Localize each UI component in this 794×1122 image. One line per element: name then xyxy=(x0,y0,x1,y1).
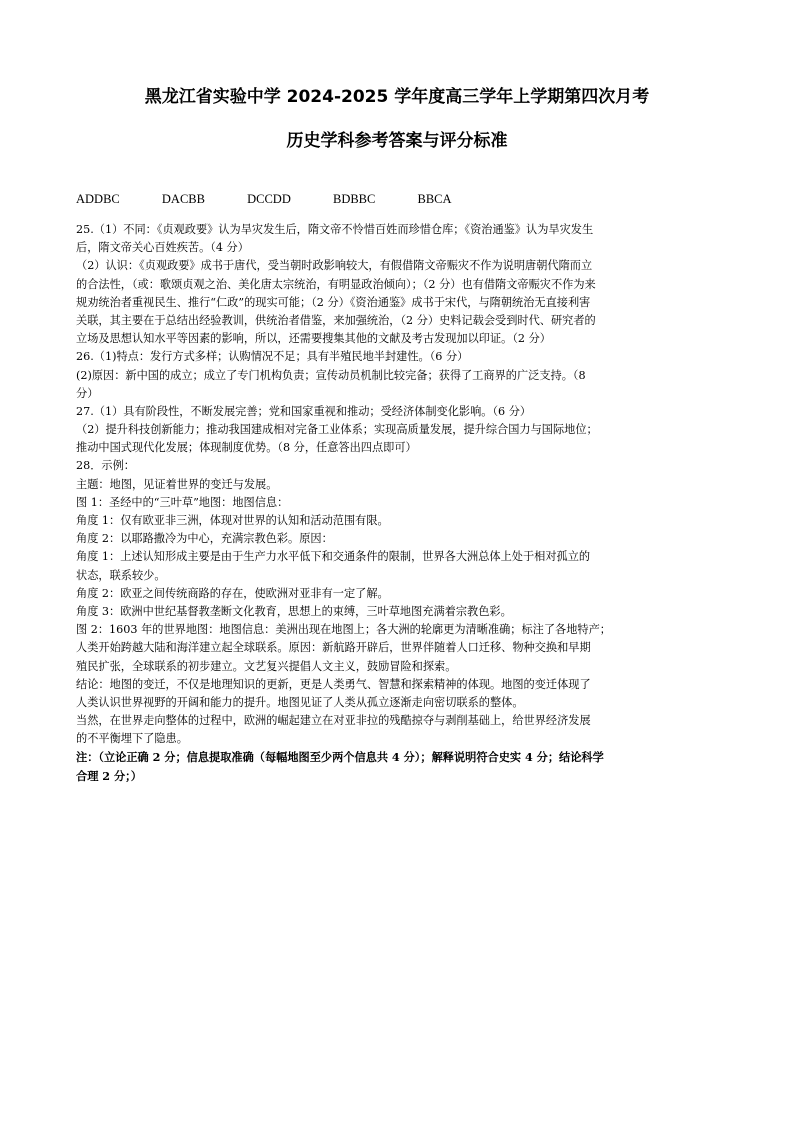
answer-group: BBCA xyxy=(417,192,452,206)
text-line: 人类开始跨越大陆和海洋建立起全球联系。原因：新航路开辟后，世界伴随着人口迁移、物种交换和早期 xyxy=(76,641,591,655)
text-line: 规劝统治者重视民生、推行“仁政”的现实可能；（2 分）《资治通鉴》成书于宋代，与隋朝统治无直接利害 xyxy=(76,295,591,309)
answer-group: DCCDD xyxy=(247,192,291,206)
text-line: （2）提升科技创新能力；推动我国建成相对完备工业体系；实现高质量发展，提升综合国力与国际地位； xyxy=(76,423,598,437)
text-line: 殖民扩张，全球联系的初步建立。文艺复兴提倡人文主义，鼓励冒险和探索。 xyxy=(76,659,457,673)
text-line: 角度 2：欧亚之间传统商路的存在，使欧洲对亚非有一定了解。 xyxy=(76,586,389,600)
answer-group: DACBB xyxy=(161,192,205,206)
text-line: (2)原因：新中国的成立；成立了专门机构负责；宣传动员机制比较完备；获得了工商界的广泛支持。（8 xyxy=(76,368,586,382)
text-line: 角度 1：仅有欧亚非三洲，体现对世界的认知和活动范围有限。 xyxy=(76,514,389,527)
text-line: 状态，联系较少。 xyxy=(76,568,166,582)
multiple-choice-answers xyxy=(76,190,452,208)
text-line: 角度 2：以耶路撒冷为中心，充满宗教色彩。原因： xyxy=(76,532,333,546)
text-line: 26.（1)特点：发行方式多样；认购情况不足；具有半殖民地半封建性。（6 分） xyxy=(76,350,469,364)
text-line: 25.（1）不同：《贞观政要》认为旱灾发生后，隋文帝不怜惜百姓而珍惜仓库；《资治通鉴》认为旱灾发生 xyxy=(76,223,594,236)
text-line: 主题：地图，见证着世界的变迁与发展。 xyxy=(76,477,278,491)
text-line: 立场及思想认知水平等因素的影响，所以，还需要搜集其他的文献及考古发现加以印证。（2 分） xyxy=(76,332,551,346)
document-title: 黑龙江省实验中学 2024-2025 学年度高三学年上学期第四次月考 xyxy=(144,87,650,107)
text-line: 图 2：1603 年的世界地图：地图信息：美洲出现在地图上；各大洲的轮廓更为清晰准确；标注了各地特产； xyxy=(76,623,611,637)
text-line: 27.（1）具有阶段性，不断发展完善；党和国家重视和推动；受经济体制变化影响。（6 分） xyxy=(76,404,532,418)
scoring-note-line: 合理 2 分；） xyxy=(76,768,142,783)
text-line: 后，隋文帝关心百姓疾苦。（4 分） xyxy=(76,241,249,255)
text-line: 角度 1：上述认知形成主要是由于生产力水平低下和交通条件的限制，世界各大洲总体上处于相对孤立的 xyxy=(76,550,591,564)
text-line: 图 1：圣经中的“三叶草”地图：地图信息： xyxy=(76,495,289,509)
text-line: 分） xyxy=(76,386,99,400)
text-line: 28．示例： xyxy=(76,459,135,473)
text-line: 当然，在世界走向整体的过程中，欧洲的崛起建立在对亚非拉的残酷掠夺与剥削基础上，给世界经济发展 xyxy=(76,714,591,728)
scoring-note-line: 注：（立论正确 2 分；信息提取准确（每幅地图至少两个信息共 4 分）；解释说明符合史实 4 分；结论科学 xyxy=(76,750,604,765)
text-line: （2）认识：《贞观政要》成书于唐代，受当朝时政影响较大，有假借隋文帝赈灾不作为说明唐朝代隋而立 xyxy=(76,259,593,273)
text-line: 关联，其主要在于总结出经验教训，供统治者借鉴，来加强统治，（2 分）史料记载会受到时代、研究者的 xyxy=(76,313,596,327)
text-line: 角度 3：欧洲中世纪基督教垄断文化教育，思想上的束缚，三叶草地图充满着宗教色彩。 xyxy=(76,604,512,618)
text-line: 的不平衡埋下了隐患。 xyxy=(76,732,188,746)
answer-group: ADDBC xyxy=(76,192,120,206)
text-line: 结论：地图的变迁，不仅是地理知识的更新，更是人类勇气、智慧和探索精神的体现。地图的变迁体现了 xyxy=(76,677,591,691)
answer-body xyxy=(76,221,722,785)
text-line: 的合法性，（或：歌颂贞观之治、美化唐太宗统治，有明显政治倾向）；（2 分）也有借隋文帝赈灾不作为来 xyxy=(76,277,596,291)
text-line: 人类认识世界视野的开阔和能力的提升。地图见证了人类从孤立逐渐走向密切联系的整体。 xyxy=(76,695,524,709)
answer-group: BDBBC xyxy=(332,192,376,206)
text-line: 推动中国式现代化发展；体现制度优势。（8 分，任意答出四点即可） xyxy=(76,441,417,455)
document-subtitle: 历史学科参考答案与评分标准 xyxy=(286,131,508,151)
